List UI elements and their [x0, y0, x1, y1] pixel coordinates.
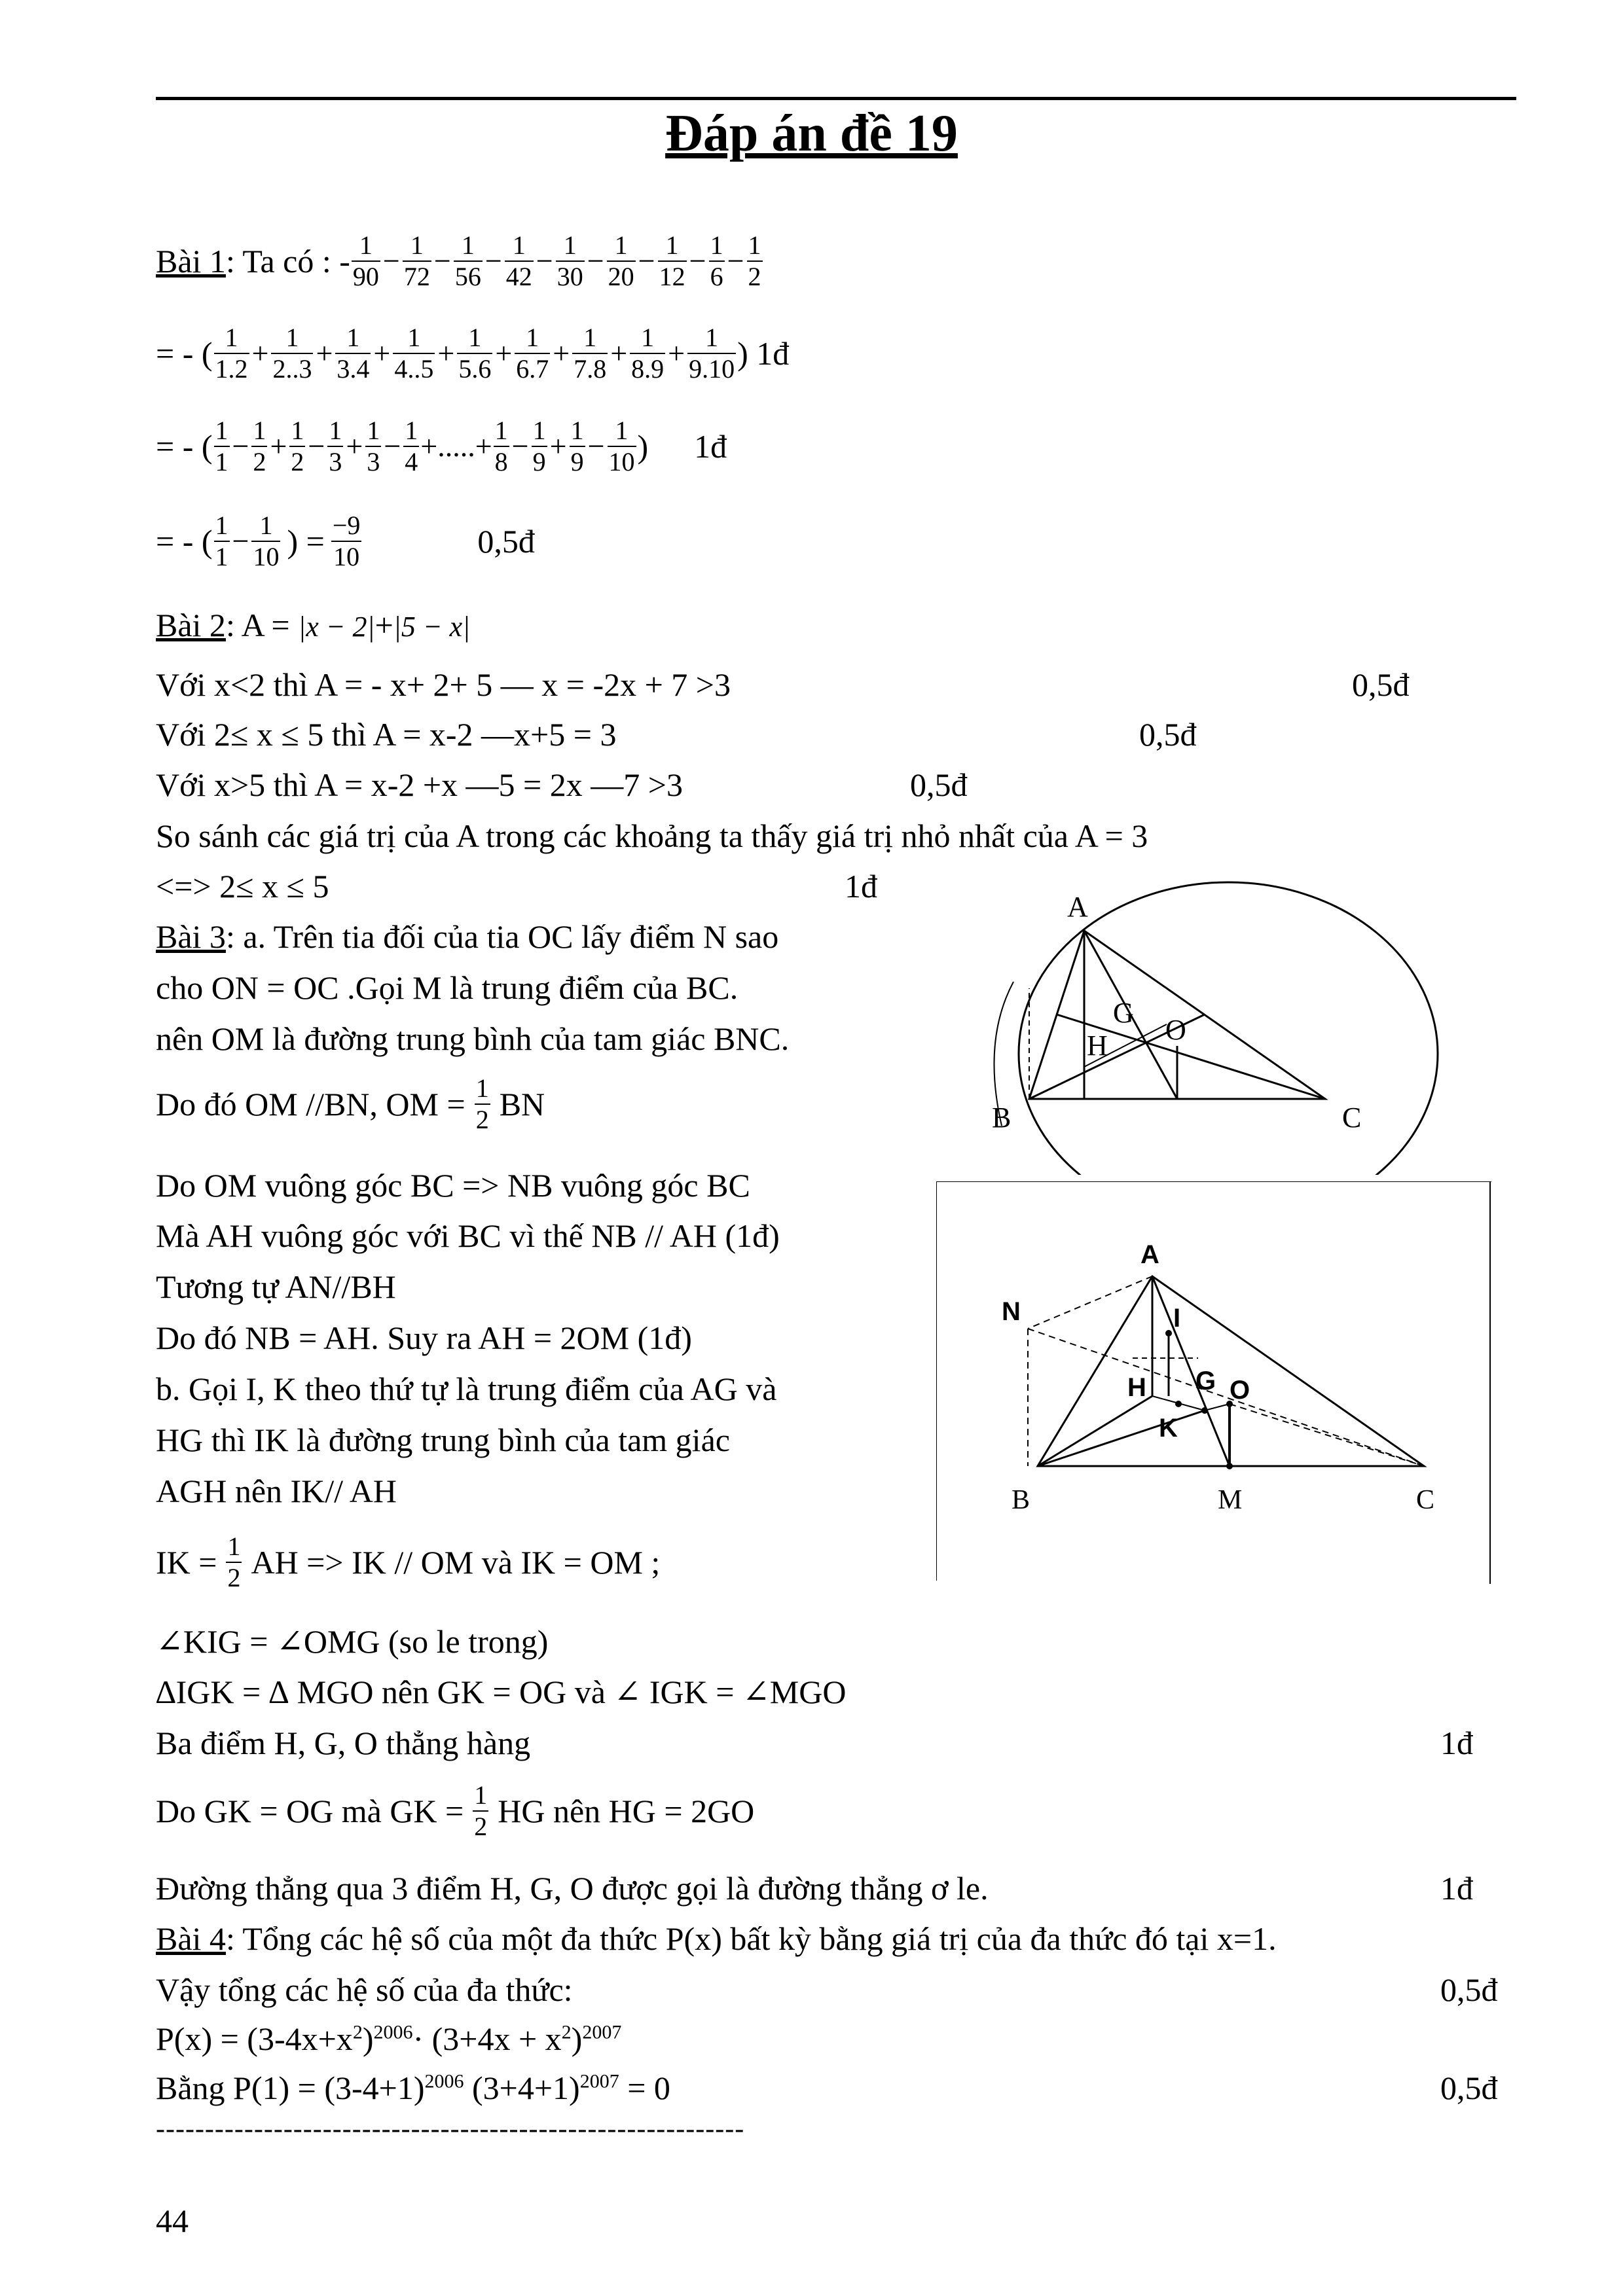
- fraction: $\frac{1}{9}$: [532, 416, 546, 476]
- bai1-row4-mid: ) =: [287, 523, 325, 560]
- minus-sign: −: [536, 244, 553, 278]
- bai3-line11: AGH nên IK// AH: [156, 1473, 397, 1509]
- minus-sign: −: [587, 244, 604, 278]
- minus-sign: −: [511, 429, 529, 463]
- fraction: $\frac{1}{72}$: [403, 230, 430, 291]
- bai3-half-fraction: $\frac{1}{2}$: [475, 1073, 489, 1134]
- bai2-score1: 0,5đ: [1352, 666, 1410, 703]
- figure-circumcircle: [956, 877, 1440, 1178]
- bai1-line1: [156, 230, 764, 292]
- bai2-abs2: |5 − x|: [393, 611, 471, 643]
- fraction: $\frac{1}{2}$: [253, 416, 266, 476]
- bai4-line2: Vậy tổng các hệ số của đa thức:: [156, 1971, 573, 2008]
- fraction: $\frac{1}{30}$: [556, 230, 583, 291]
- fraction: $\frac{1}{2..3}$: [272, 323, 312, 384]
- plus-sign: +: [549, 429, 567, 463]
- label-a: A: [1067, 891, 1088, 923]
- bai1-row1-fractions: [350, 230, 764, 292]
- label-b: B: [992, 1102, 1012, 1134]
- bai2-score2: 0,5đ: [1139, 716, 1197, 753]
- segment-bg: [1038, 1410, 1205, 1466]
- minus-sign: −: [232, 524, 249, 558]
- minus-sign: −: [232, 429, 249, 463]
- plus-sign: +: [316, 336, 333, 370]
- segment-an: [1028, 1276, 1152, 1329]
- bai3-score15: 1đ: [1440, 1725, 1473, 1761]
- bai3-line7: Tương tự AN//BH: [156, 1268, 396, 1305]
- fraction: $\frac{1}{3}$: [367, 416, 380, 476]
- bai4-line4: Bằng $P(1) = (3-4+1)^{2006}$ $(3+4+1)^{2007} = 0$: [156, 2070, 670, 2106]
- minus-sign: −: [587, 429, 605, 463]
- minus-sign: −: [638, 244, 655, 278]
- label-k: K: [1159, 1414, 1178, 1443]
- plus-sign: +: [373, 336, 391, 370]
- minus-sign: −: [727, 244, 744, 278]
- bai2-line0: [156, 609, 470, 641]
- fraction: $\frac{1}{3.4}$: [337, 323, 370, 384]
- bai2-line5: <=> 2≤ x ≤ 5: [156, 868, 329, 905]
- segment-ok-dashed: [1230, 1404, 1424, 1466]
- separator-line: ------------------------------------------------------------: [156, 2114, 745, 2144]
- fraction: $\frac{1}{3}$: [329, 416, 342, 476]
- minus-sign: −: [433, 244, 451, 278]
- bai2-plus: +: [374, 607, 393, 643]
- bai3-score17: 1đ: [1440, 1870, 1473, 1907]
- bai1-row3b-fractions: [492, 416, 638, 477]
- fraction: $\frac{1}{42}$: [505, 230, 532, 291]
- minus-sign: −: [689, 244, 706, 278]
- fraction: $\frac{1}{12}$: [659, 230, 685, 291]
- fraction: 1 1.2: [215, 323, 248, 384]
- bai3-line13: ∠KIG = ∠OMG (so le trong): [156, 1623, 549, 1660]
- bai2-score5: 1đ: [845, 868, 877, 905]
- bai3-label: Bài 3: [156, 918, 226, 955]
- label-o: O: [1165, 1014, 1186, 1046]
- bai4-line3: $P(x) = (3-4x+x^2)^{2006}\cdot (3+4x + x^2)^{2007}$: [156, 2020, 622, 2057]
- label-m: M: [1218, 1485, 1243, 1515]
- bai1-row4-result: $\frac{-9}{10}$: [332, 511, 361, 571]
- bai1-row4-frac1: 1 1: [215, 511, 228, 571]
- segment-bh: [1038, 1396, 1152, 1466]
- bai2-expr-prefix: : A =: [225, 607, 299, 643]
- bai3-line15: Ba điểm H, G, O thẳng hàng: [156, 1725, 531, 1761]
- label-a: A: [1140, 1240, 1159, 1269]
- label-n: N: [1002, 1297, 1021, 1326]
- page-number: 44: [156, 2202, 189, 2239]
- bai1-intro: : Ta có : -: [225, 243, 350, 279]
- bai3-line17: Đường thẳng qua 3 điểm H, G, O được gọi là đường thẳng ơ le.: [156, 1870, 989, 1907]
- label-b: B: [1012, 1485, 1030, 1515]
- label-i: I: [1173, 1304, 1181, 1333]
- bai1-line4: [156, 511, 535, 572]
- fraction: 1 90: [352, 230, 379, 291]
- bai1-row3-suffix: ): [637, 428, 649, 465]
- point-i: [1165, 1330, 1172, 1336]
- bai3-line1: Bài 3: a. Trên tia đối của tia OC lấy điểm N sao: [156, 918, 779, 955]
- bai1-row3-dots: +.....+: [420, 429, 492, 463]
- plus-sign: +: [270, 429, 287, 463]
- bai1-row4-score: 0,5đ: [477, 523, 535, 560]
- fraction: $\frac{1}{20}$: [608, 230, 634, 291]
- fraction: $\frac{1}{4}$: [405, 416, 418, 476]
- plus-sign: +: [495, 336, 513, 370]
- label-g: G: [1113, 997, 1134, 1029]
- fraction: $\frac{1}{7.8}$: [574, 323, 607, 384]
- label-h: H: [1087, 1030, 1108, 1062]
- point-k: [1175, 1401, 1182, 1407]
- fraction: 1 1: [215, 416, 228, 476]
- page-title: Đáp án đề 19: [665, 105, 958, 162]
- label-c: C: [1342, 1102, 1362, 1134]
- bai4-line1: Bài 4: Tổng các hệ số của một đa thức P(x) bất kỳ bằng giá trị của đa thức đó tại x=1.: [156, 1920, 1277, 1957]
- fraction: $\frac{1}{6}$: [710, 230, 723, 291]
- bai3-line14: ∆IGK = ∆ MGO nên GK = OG và ∠ IGK = ∠MGO: [156, 1674, 847, 1710]
- bai1-row2-suffix: ) 1đ: [737, 335, 790, 372]
- bai3-line9: b. Gọi I, K theo thứ tự là trung điểm của AG và: [156, 1371, 777, 1407]
- bai1-row2-fractions: [213, 323, 738, 384]
- fraction: $\frac{1}{8.9}$: [631, 323, 665, 384]
- fraction: $\frac{1}{5.6}$: [458, 323, 492, 384]
- bai1-row4-prefix: = - (: [156, 523, 213, 560]
- bai3-line5: Do OM vuông góc BC => NB vuông góc BC: [156, 1167, 750, 1204]
- bai3-line8: Do đó NB = AH. Suy ra AH = 2OM (1đ): [156, 1319, 692, 1356]
- plus-sign: +: [668, 336, 685, 370]
- minus-sign: −: [382, 244, 400, 278]
- bai3-half-fraction: $\frac{1}{2}$: [474, 1780, 488, 1841]
- label-c: C: [1416, 1485, 1435, 1515]
- bai2-line4: So sánh các giá trị của A trong các khoảng ta thấy giá trị nhỏ nhất của A = 3: [156, 817, 1148, 854]
- bai1-label: Bài 1: [156, 243, 226, 279]
- bai1-row4-frac2: $\frac{1}{10}$: [253, 511, 280, 571]
- bai1-line3: [156, 416, 727, 477]
- bai4-score4: 0,5đ: [1440, 2070, 1498, 2106]
- bai3-line3: nên OM là đường trung bình của tam giác BNC.: [156, 1020, 790, 1057]
- bai3-line2: cho ON = OC .Gọi M là trung điểm của BC.: [156, 969, 739, 1006]
- fraction: $\frac{1}{6.7}$: [516, 323, 549, 384]
- bai3-line6: Mà AH vuông góc với BC vì thế NB // AH (1đ): [156, 1217, 780, 1254]
- bai1-row3-score: 1đ: [694, 428, 727, 465]
- bai4-score2: 0,5đ: [1440, 1971, 1498, 2008]
- bai1-row3a-fractions: [213, 416, 421, 477]
- label-o: O: [1230, 1376, 1250, 1405]
- bai2-line2: Với 2≤ x ≤ 5 thì A = x-2 —x+5 = 3: [156, 716, 617, 753]
- plus-sign: +: [251, 336, 269, 370]
- bai3-line4: Do đó OM //BN, OM = $\frac{1}{2}$ BN: [156, 1073, 545, 1134]
- fraction: $\frac{1}{2}$: [748, 230, 761, 291]
- plus-sign: +: [346, 429, 363, 463]
- minus-sign: −: [384, 429, 401, 463]
- top-rule: [156, 97, 1516, 100]
- bai1-row2-prefix: = - (: [156, 335, 213, 372]
- plus-sign: +: [437, 336, 455, 370]
- segment-go: [1205, 1404, 1230, 1410]
- label-h: H: [1127, 1373, 1146, 1402]
- label-g: G: [1195, 1367, 1216, 1395]
- bai2-line1: Với x<2 thì A = - x+ 2+ 5 — x = -2x + 7 >3: [156, 666, 731, 703]
- fraction: 1 8: [494, 416, 508, 476]
- bai3-line16: Do GK = OG mà GK = $\frac{1}{2}$ HG nên HG = 2GO: [156, 1780, 755, 1841]
- fraction: $\frac{1}{56}$: [454, 230, 481, 291]
- bai2-line3: Với x>5 thì A = x-2 +x —5 = 2x —7 >3: [156, 766, 683, 803]
- fraction: $\frac{1}{2}$: [291, 416, 304, 476]
- minus-sign: −: [484, 244, 502, 278]
- fraction: $\frac{1}{10}$: [608, 416, 635, 476]
- plus-sign: +: [610, 336, 628, 370]
- segment-nc: [1028, 1329, 1424, 1466]
- figure-triangle-euler: [936, 1181, 1491, 1584]
- plus-sign: +: [553, 336, 570, 370]
- bai2-score3: 0,5đ: [910, 766, 968, 803]
- point-g: [1201, 1407, 1208, 1414]
- bai3-half-fraction: $\frac{1}{2}$: [227, 1532, 241, 1592]
- bai1-row3-prefix: = - (: [156, 428, 213, 465]
- bai2-abs1: |x − 2|: [298, 611, 375, 643]
- fraction: $\frac{1}{4..5}$: [394, 323, 434, 384]
- bai3-line10: HG thì IK là đường trung bình của tam giác: [156, 1422, 730, 1458]
- bai3-line12: IK = $\frac{1}{2}$ AH => IK // OM và IK = OM ;: [156, 1532, 661, 1592]
- fraction: $\frac{1}{9.10}$: [689, 323, 735, 384]
- fraction: $\frac{1}{9}$: [570, 416, 584, 476]
- bai4-label: Bài 4: [156, 1920, 226, 1957]
- point-m: [1226, 1463, 1233, 1469]
- bai1-line2: [156, 323, 789, 384]
- bai2-label: Bài 2: [156, 607, 226, 643]
- minus-sign: −: [308, 429, 325, 463]
